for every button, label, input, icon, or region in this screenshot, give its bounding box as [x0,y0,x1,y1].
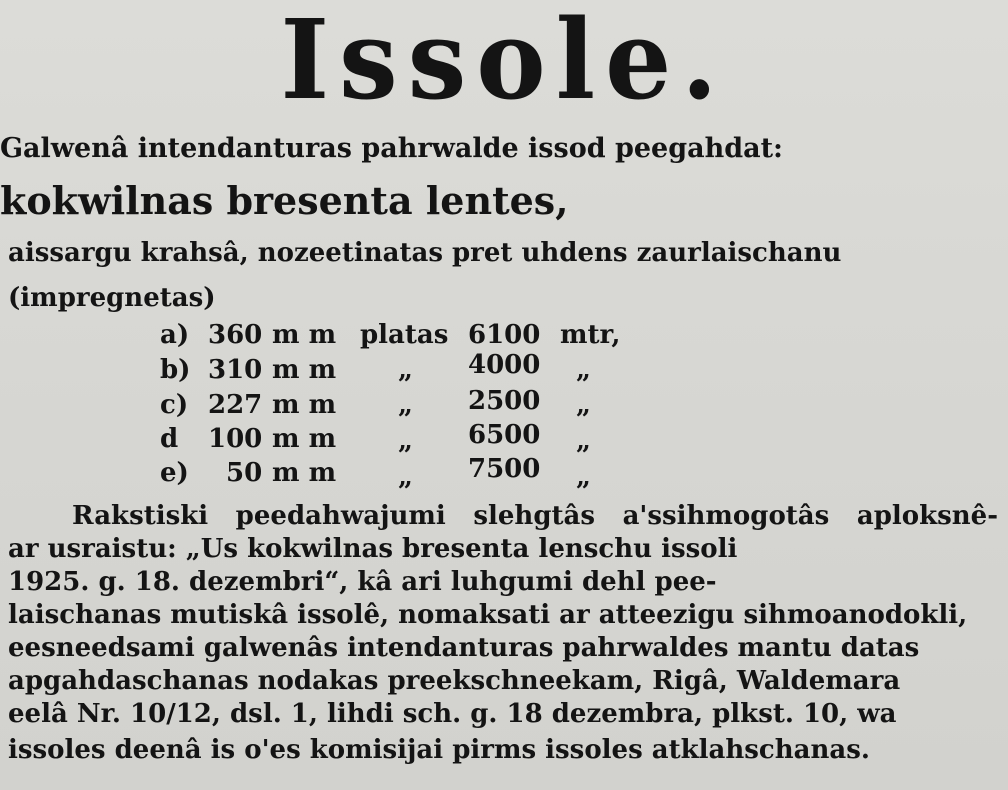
item-qty-unit: „ [576,462,591,492]
item-unit: m m [272,320,337,350]
paragraph-line: eesneedsami galwenâs intendanturas pahrwaldes mantu datas [8,633,920,663]
paragraph-line: ar usraistu: „Us kokwilnas bresenta lenschu issoli [8,534,738,564]
item-letter: a) [160,320,190,350]
item-qty: 7500 [468,454,541,484]
item-qty: 2500 [468,386,541,416]
item-size: 227 [208,390,263,420]
item-letter: b) [160,355,191,385]
item-word: „ [398,426,413,456]
paragraph-line: eelâ Nr. 10/12, dsl. 1, lihdi sch. g. 18 dezembra, plkst. 10, wa [8,699,897,729]
item-word: „ [398,462,413,492]
intro-line: (impregnetas) [8,283,216,313]
paragraph-line: issoles deenâ is o'es komisijai pirms issoles atklahschanas. [8,735,870,765]
item-size: 310 [208,355,263,385]
item-qty-unit: „ [576,426,591,456]
item-unit: m m [272,458,337,488]
subtitle: Galwenâ intendanturas pahrwalde issod peegahdat: [0,133,784,164]
item-letter: d [160,424,179,454]
item-word: „ [398,355,413,385]
item-unit: m m [272,424,337,454]
heading: kokwilnas bresenta lentes, [0,178,569,223]
item-qty-unit: „ [576,355,591,385]
item-qty: 6500 [468,420,541,450]
item-unit: m m [272,390,337,420]
paragraph-line: 1925. g. 18. dezembri“, kâ ari luhgumi dehl pee- [8,567,717,597]
item-size: 360 [208,320,263,350]
item-size: 50 [226,458,263,488]
item-qty-unit: mtr, [560,320,621,350]
paragraph-line: laischanas mutiskâ issolê, nomaksati ar atteezigu sihmoanodokli, [8,600,968,630]
item-size: 100 [208,424,263,454]
item-letter: c) [160,390,189,420]
item-qty: 4000 [468,350,541,380]
paragraph-line: apgahdaschanas nodakas preekschneekam, Rigâ, Waldemara [8,666,901,696]
paragraph-line: Rakstiski peedahwajumi slehgtâs a'ssihmogotâs aploksnê- [72,501,998,531]
item-word: platas [360,320,449,350]
intro-line: aissargu krahsâ, nozeetinatas pret uhdens zaurlaischanu [8,238,842,268]
item-unit: m m [272,355,337,385]
item-qty-unit: „ [576,390,591,420]
item-word: „ [398,390,413,420]
item-qty: 6100 [468,320,541,350]
page-title: Issole. [280,0,728,125]
item-letter: e) [160,458,189,488]
